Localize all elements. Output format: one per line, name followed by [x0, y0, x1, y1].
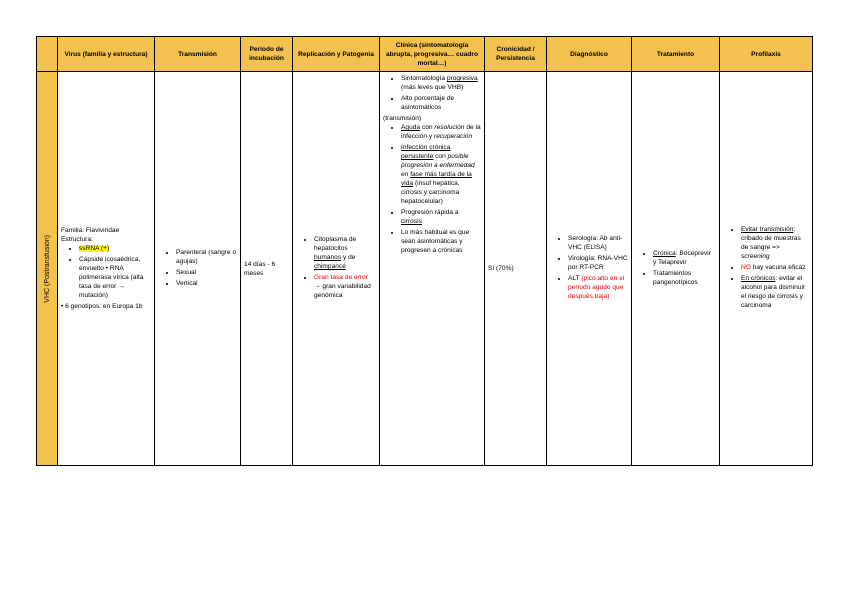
list-item: • Gran tasa de error → gran variabilidad genómica [314, 273, 376, 300]
list-item: • Parenteral (sangre o agujas) [176, 248, 237, 266]
cell-periodo: 14 días - 6 meses [241, 72, 293, 466]
list-item: • Aguda con resolución de la infección y recuperación [401, 123, 481, 141]
list-item: • Alto porcentaje de asintomáticos [401, 94, 481, 112]
list-item: • Virología: RNA-VHC por RT-PCR [568, 254, 628, 272]
header-clinica: Clínica (sintomatología abrupta, progresiva… cuadro mortal…) [380, 37, 485, 72]
transmision-list [158, 248, 237, 288]
header-periodo: Periodo de incubación [241, 37, 293, 72]
virus-genome: ssRNA (+) [79, 245, 110, 252]
list-item: • Progresión rápida a cirrosis [401, 208, 481, 226]
virus-estructura: Estructura: [61, 236, 93, 243]
table-row [37, 72, 813, 466]
list-item: • Tratamientos pangenotípicos [653, 269, 716, 287]
header-diagnostico: Diagnóstico [547, 37, 632, 72]
clinica-list-2 [383, 123, 481, 255]
header-profilaxis: Profilaxis [720, 37, 813, 72]
cell-cronicidad: Sí (70%) [485, 72, 547, 466]
header-transmision: Transmisión [155, 37, 241, 72]
virus-genotipos: • 6 genotipos: en Europa 1b [61, 303, 143, 310]
diagnostico-list [550, 234, 628, 301]
cell-tratamiento [632, 72, 720, 466]
cell-transmision [155, 72, 241, 466]
list-item: • Citoplasma de hepatocitos humanos y de chimpancé [314, 235, 376, 271]
profilaxis-list [723, 225, 809, 310]
header-tratamiento: Tratamiento [632, 37, 720, 72]
list-item: • ALT (pico alto en el período agudo que después baja) [568, 274, 628, 301]
list-item: • Vertical [176, 279, 237, 288]
summary-table [36, 36, 813, 466]
list-item: • Cápside icosaédrica, envuelto • RNA polimerasa vírica (alta tasa de error → mutación) [79, 255, 151, 300]
header-row [37, 37, 813, 72]
cell-diagnostico [547, 72, 632, 466]
row-label: VHC (Postransfusión) [43, 234, 51, 303]
virus-familia: Familia: Flaviviridae [61, 227, 120, 234]
row-label-cell [37, 72, 58, 466]
replicacion-list [296, 235, 376, 300]
list-item: • Infección crónica persistente con posible progresión a enfermedad en fase más tardía de la vida (insuf hepática, cirrosis y carcinoma hepatocelular) [401, 143, 481, 206]
cell-profilaxis [720, 72, 813, 466]
list-item: • Crónica: Boceprevir y Telaprevir [653, 249, 716, 267]
clinica-transmision: (transmisión) [383, 115, 422, 122]
header-cronicidad: Cronicidad / Persistencia [485, 37, 547, 72]
corner-cell [37, 37, 58, 72]
list-item: • Serología: Ab anti-VHC (ELISA) [568, 234, 628, 252]
list-item: • Sexual [176, 268, 237, 277]
list-item: • NO hay vacuna eficaz [741, 263, 809, 272]
list-item: • En crónicos: evitar el alcohol para disminuir el riesgo de cirrosis y carcinoma [741, 274, 809, 310]
virus-list [61, 244, 151, 300]
header-virus: Virus (familia y estructura) [58, 37, 155, 72]
tratamiento-list [635, 249, 716, 287]
cell-clinica [380, 72, 485, 466]
list-item: • Lo más habitual es que sean asintomáticas y progresen a crónicas [401, 228, 481, 255]
clinica-list-1 [383, 74, 481, 112]
header-replicacion: Replicación y Patogenia [293, 37, 380, 72]
list-item [79, 244, 151, 253]
cell-replicacion [293, 72, 380, 466]
list-item: • Sintomatología progresiva (más leves que VHB) [401, 74, 481, 92]
cell-virus [58, 72, 155, 466]
list-item: • Evitar transmisión: cribado de muestras de sangre => screening [741, 225, 809, 261]
